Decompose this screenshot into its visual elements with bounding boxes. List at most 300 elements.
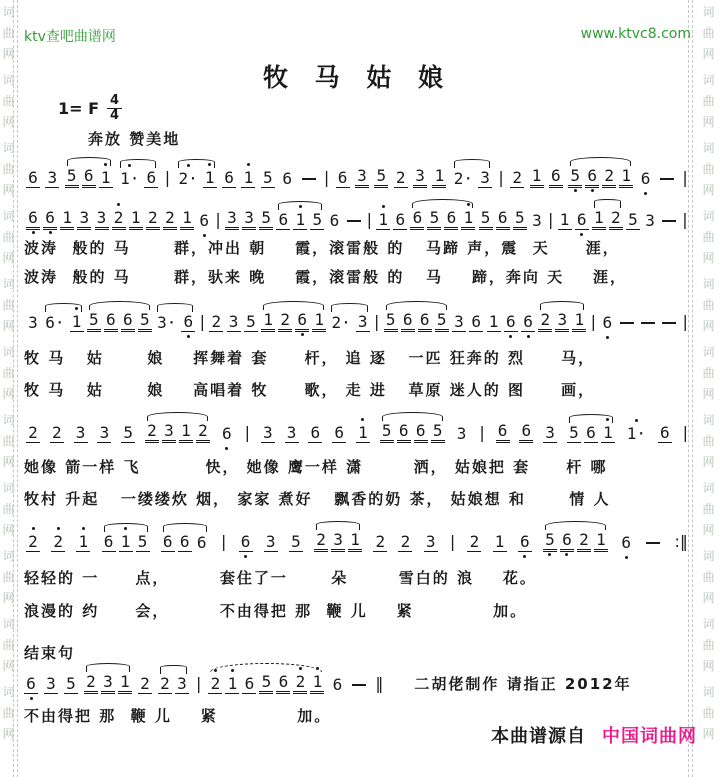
slur-group (543, 530, 608, 552)
octave-dot-below (574, 189, 577, 192)
tempo-marking: 奔放 赞美地 (88, 130, 181, 148)
note: 1 (118, 672, 132, 694)
slur-arc (147, 412, 208, 421)
octave-dot-below (509, 335, 512, 338)
time-signature-beats: 4 (107, 94, 122, 109)
final-barline: ‖ (375, 674, 384, 693)
note: 5 (310, 210, 324, 230)
note: 2 (84, 672, 98, 694)
watermark-text: 词 曲 网 (2, 209, 15, 265)
note: 1 (493, 532, 507, 552)
note: 2 (278, 310, 292, 332)
note: 6 (519, 421, 533, 443)
octave-dot-below (244, 555, 247, 558)
barline: | (590, 312, 597, 331)
note: 2 (208, 674, 222, 694)
note: 3 (242, 208, 256, 230)
octave-dot-below (565, 553, 568, 556)
slur-group (567, 423, 615, 443)
note: 1 (119, 532, 133, 552)
note: 5 (513, 208, 527, 230)
watermark-text: 词 曲 网 (702, 73, 715, 129)
note: 3 (532, 211, 542, 230)
slur-arc (120, 159, 156, 168)
note: 6 (600, 313, 614, 332)
watermark-text: 词 曲 网 (702, 413, 715, 469)
octave-dot-below (527, 335, 530, 338)
note: 3 (478, 168, 492, 188)
note: 3 (261, 423, 275, 443)
slur-arc (163, 523, 207, 532)
slur-group (87, 310, 152, 332)
notation-line-5 (26, 526, 689, 552)
note: 5 (479, 208, 493, 230)
barline: | (479, 423, 485, 442)
note: 6 (121, 310, 135, 332)
note: 6 (549, 166, 563, 188)
note: 3 (162, 421, 176, 443)
slur-arc (89, 301, 150, 310)
watermark-text: 词 曲 网 (702, 481, 715, 537)
note: 3 (456, 424, 467, 443)
watermark-text: 词 曲 网 (702, 277, 715, 333)
barline: | (244, 423, 250, 442)
note: 2 (373, 532, 387, 552)
barline: | (682, 168, 688, 187)
note: 1 (76, 532, 90, 552)
note: 2 (138, 674, 152, 694)
note: 6 (496, 208, 510, 230)
note: 3 (264, 532, 278, 552)
note: 1 (99, 168, 113, 188)
note: 1 (530, 166, 544, 188)
slur-arc (210, 663, 322, 672)
note: 5 (259, 208, 273, 230)
barline: | (682, 423, 688, 442)
watermark-text: 词 曲 网 (2, 617, 15, 673)
octave-dot-above (231, 669, 234, 672)
note: 3 (101, 672, 115, 694)
note: 2 (538, 310, 552, 332)
octave-dot-above (382, 205, 385, 208)
slur-group (176, 168, 216, 188)
octave-dot-above (187, 164, 190, 167)
note: 6 (43, 208, 57, 230)
repeat-barline: :‖ (674, 532, 688, 551)
note: 2 (510, 168, 524, 188)
octave-dot-below (606, 336, 609, 339)
note: 6 (276, 210, 290, 230)
note: 6 (161, 532, 175, 552)
lyric-line-5: 她像 箭一样 飞 快， 她像 鹰一样 潇 洒， 姑娘把 套 杆 哪 (24, 458, 608, 476)
note: 2 (158, 674, 172, 694)
lyric-line-4: 牧 马 姑 娘 高唱着 牧 歌， 走 进 草原 迷人的 图 画， (24, 381, 596, 399)
note: 3 (413, 166, 427, 188)
note: 6 (144, 168, 158, 188)
barline: | (323, 168, 330, 187)
notation-line-4 (26, 417, 689, 443)
note: 1 (129, 208, 143, 230)
slur-arc (540, 301, 584, 310)
octave-dot-below (644, 192, 647, 195)
note: 6 (308, 423, 322, 443)
note: 3 (227, 312, 241, 332)
barline: | (374, 312, 380, 331)
note: 3 (331, 530, 345, 552)
note: 1 (356, 423, 370, 443)
barline: | (682, 312, 688, 331)
watermark-text: 词 曲 网 (2, 277, 15, 333)
note: 2 (51, 532, 65, 552)
note: 5 (543, 530, 557, 552)
barline: | (220, 532, 227, 551)
note: 3 (175, 674, 189, 694)
note: 6 (444, 208, 458, 230)
note: 1 (487, 312, 501, 332)
watermark-text: 词 曲 网 (2, 141, 15, 197)
slur-group (102, 532, 150, 552)
barline: | (449, 532, 456, 551)
note: 6 (181, 312, 195, 332)
slur-group (84, 672, 132, 694)
note-dash (662, 322, 676, 324)
note: 3 (45, 168, 59, 188)
slur-arc (454, 159, 490, 168)
watermark-text: 词 曲 网 (702, 549, 715, 605)
slur-group (161, 532, 209, 552)
note: 2 (163, 208, 177, 230)
note: 6 (332, 423, 346, 443)
note-dash (620, 322, 634, 324)
note: 2· (176, 169, 199, 188)
note: 3 (355, 166, 369, 188)
slur-arc (412, 199, 473, 208)
note: 5 (138, 310, 152, 332)
note: 6 (658, 423, 672, 443)
lyric-line-1: 波涛 般的 马 群，冲出 朝 霞，滚雷般 的 马蹄 声，震 天 涯， (24, 239, 620, 257)
footer-source-label: 本曲谱源自 (491, 726, 586, 747)
octave-dot-above (57, 527, 60, 530)
notation-line-2 (26, 204, 689, 230)
note: 2 (26, 532, 40, 552)
note: 3 (543, 423, 557, 443)
note: 3 (77, 208, 91, 230)
slur-group (314, 530, 362, 552)
note-dash (662, 220, 676, 222)
slur-group (592, 208, 623, 230)
octave-dot-above (316, 667, 319, 670)
note: 3 (645, 211, 655, 230)
note: 6 (178, 532, 192, 552)
barline: | (196, 674, 202, 693)
note: 2 (314, 530, 328, 552)
note: 6 (585, 166, 599, 188)
note: 6· (45, 313, 65, 332)
octave-dot-above (635, 419, 638, 422)
note: 6 (401, 310, 415, 332)
note: 3 (555, 310, 569, 332)
note: 1 (225, 674, 239, 694)
note: 6 (82, 166, 96, 188)
note: 1 (293, 210, 307, 230)
note: 6 (295, 310, 309, 332)
note: 1 (60, 208, 74, 230)
lyric-line-2: 波涛 般的 马 群，驮来 晚 霞，滚雷般 的 马 蹄，奔向 天 涯， (24, 268, 628, 286)
watermark-text: 词 曲 网 (702, 345, 715, 401)
slur-group (276, 210, 324, 230)
octave-dot-below (548, 553, 551, 556)
lyric-line-6: 牧村 升起 一缕缕炊 烟， 家家 煮好 飘香的奶 茶， 姑娘想 和 情 人 (24, 490, 611, 508)
note: 6 (104, 310, 118, 332)
lyric-line-9: 不由得把 那 鞭 儿 紧 加。 (24, 707, 332, 725)
watermark-text: 词 曲 网 (2, 685, 15, 741)
note: 6 (336, 168, 350, 188)
note: 3 (95, 208, 109, 230)
octave-dot-below (49, 231, 52, 234)
note: 6 (282, 169, 292, 188)
slur-arc (570, 157, 631, 166)
barline: | (548, 210, 554, 229)
lyric-line-8: 浪漫的 约 会， 不由得把 那 鞭 儿 紧 加。 (24, 602, 528, 620)
octave-dot-below (30, 697, 33, 700)
note: 5 (87, 310, 101, 332)
note: 1 (592, 208, 606, 230)
note: 6 (469, 312, 483, 332)
note: 1· (118, 169, 141, 188)
note: 1 (310, 672, 324, 694)
note-dash (302, 178, 316, 180)
watermark-text: 词 曲 网 (702, 141, 715, 197)
slur-group (158, 674, 189, 694)
note: 5 (380, 421, 394, 443)
slur-group (384, 310, 449, 332)
octave-dot-below (187, 335, 190, 338)
note: 3 (285, 423, 299, 443)
octave-dot-below (580, 233, 583, 236)
octave-dot-above (82, 527, 85, 530)
note: 6 (222, 168, 236, 188)
slur-group (261, 310, 326, 332)
watermark-text: 词 曲 网 (2, 345, 15, 401)
octave-dot-above (361, 418, 364, 421)
note: 5 (568, 166, 582, 188)
footer-site-link[interactable]: 中国词曲网 (602, 726, 697, 747)
slur-group (145, 421, 210, 443)
slur-group (208, 672, 324, 694)
note: 6 (102, 532, 116, 552)
note: 3 (452, 312, 466, 332)
note-dash (352, 684, 366, 686)
slur-arc (263, 301, 324, 310)
song-title: 牧 马 姑 娘 (262, 63, 453, 92)
note: 2 (467, 532, 481, 552)
note: 5 (626, 210, 640, 230)
note: 1 (261, 310, 275, 332)
note: 6 (397, 421, 411, 443)
octave-dot-below (203, 234, 206, 237)
note: 6 (518, 532, 532, 552)
note: 1 (376, 210, 390, 230)
watermark-text: 词 曲 网 (702, 617, 715, 673)
note: 3 (225, 208, 239, 230)
key-time-row (58, 92, 691, 124)
note: 5 (259, 672, 273, 694)
note: 2 (602, 166, 616, 188)
note: 6 (639, 169, 653, 188)
octave-dot-below (32, 231, 35, 234)
note-dash (660, 178, 674, 180)
note: 1 (70, 312, 84, 332)
note: 2 (146, 208, 160, 230)
note: 5 (289, 532, 303, 552)
note-dash (646, 542, 660, 544)
note: 6 (196, 533, 207, 552)
note: 1 (432, 166, 446, 188)
lyric-line-7: 轻轻的 一 点， 套住了一 朵 雪白的 浪 花。 (24, 569, 537, 587)
octave-dot-below (625, 556, 628, 559)
note: 2 (26, 423, 40, 443)
slur-group (452, 168, 492, 188)
note: 6 (24, 674, 38, 694)
note: 1 (572, 310, 586, 332)
note-dash (347, 220, 361, 222)
slur-group (380, 421, 445, 443)
note: 2 (209, 312, 223, 332)
watermark-text: 词 曲 网 (2, 5, 15, 61)
note: 5 (427, 208, 441, 230)
site-name-link[interactable]: ktv查吧曲谱网 (24, 29, 116, 45)
site-url-link[interactable]: www.ktvc8.com (580, 26, 691, 42)
note: 6 (197, 211, 211, 230)
note: 5 (374, 166, 388, 188)
note: 5 (121, 423, 135, 443)
note: 6 (26, 208, 40, 230)
watermark-text: 词 曲 网 (2, 413, 15, 469)
note: 5 (65, 166, 79, 188)
barline: | (366, 210, 373, 229)
note: 6 (332, 675, 343, 694)
octave-dot-above (247, 163, 250, 166)
note: 6 (393, 210, 407, 230)
notation-line-ending (24, 668, 384, 694)
credit-text: 二胡佬制作 请指正 2012年 (414, 675, 632, 693)
note: 1 (619, 166, 633, 188)
watermark-text: 词 曲 网 (702, 209, 715, 265)
note: 2 (196, 421, 210, 443)
note: 6 (276, 672, 290, 694)
note: 6 (410, 208, 424, 230)
note: 1· (625, 424, 648, 443)
octave-dot-below (523, 555, 526, 558)
note: 6 (619, 533, 633, 552)
watermark-text: 词 曲 网 (2, 73, 15, 129)
note: 6 (418, 310, 432, 332)
left-dashed-divider (13, 0, 14, 777)
note: 2 (577, 530, 591, 552)
notation-line-3 (26, 306, 689, 332)
note: 1 (241, 168, 255, 188)
note: 1 (601, 423, 615, 443)
slur-arc (594, 199, 621, 208)
octave-dot-above (32, 527, 35, 530)
note: 3 (97, 423, 111, 443)
note: 1 (180, 208, 194, 230)
note: 5 (567, 423, 581, 443)
note: 2· (331, 313, 351, 332)
note: 5 (244, 312, 258, 332)
note: 2 (293, 672, 307, 694)
note: 6 (220, 424, 234, 443)
note: 2 (50, 423, 64, 443)
note: 6 (504, 312, 518, 332)
slur-group (329, 312, 369, 332)
watermark-text: 词 曲 网 (2, 481, 15, 537)
page-header (24, 26, 691, 46)
note: 2 (609, 208, 623, 230)
octave-dot-below (591, 189, 594, 192)
octave-dot-above (214, 669, 217, 672)
barline: | (164, 168, 171, 187)
slur-arc (382, 412, 443, 421)
slur-arc (545, 521, 606, 530)
slur-group (43, 312, 83, 332)
note: 3 (44, 674, 58, 694)
time-signature (107, 94, 122, 122)
note: 6 (329, 211, 340, 230)
note: 6 (26, 168, 40, 188)
note: 3 (424, 532, 438, 552)
note: 2 (394, 168, 408, 188)
left-dashed-divider-2 (17, 0, 18, 777)
ending-row (24, 668, 691, 694)
note: 1 (348, 530, 362, 552)
octave-dot-above (299, 205, 302, 208)
octave-dot-above (467, 203, 470, 206)
note: 2 (112, 208, 126, 230)
slur-arc (316, 521, 360, 530)
note: 6 (242, 674, 256, 694)
note: 1 (594, 530, 608, 552)
note-dash (641, 322, 655, 324)
note: 1 (558, 210, 572, 230)
barline: | (215, 210, 221, 229)
slur-group (118, 168, 158, 188)
note: 6 (575, 210, 589, 230)
key-signature: 1= F (58, 98, 100, 118)
time-signature-unit: 4 (110, 107, 120, 123)
note: 3 (28, 313, 38, 332)
note: 1 (312, 310, 326, 332)
note: 3 (74, 423, 88, 443)
note: 5 (431, 421, 445, 443)
barline: | (199, 312, 206, 331)
watermark-right (701, 2, 716, 750)
score-content (24, 0, 691, 727)
note: 1 (179, 421, 193, 443)
slur-arc (86, 663, 130, 672)
lyric-line-3: 牧 马 姑 娘 挥舞着 套 杆， 追 逐 一匹 狂奔的 烈 马， (24, 349, 596, 367)
right-dashed-divider-2 (692, 0, 693, 777)
note: 3· (157, 313, 177, 332)
slur-group (155, 312, 195, 332)
note: 1 (203, 168, 217, 188)
octave-dot-below (225, 447, 228, 450)
note: 2 (398, 532, 412, 552)
slur-arc (160, 665, 187, 674)
slur-arc (331, 303, 367, 312)
note: 6 (521, 312, 535, 332)
barline: | (498, 168, 504, 187)
